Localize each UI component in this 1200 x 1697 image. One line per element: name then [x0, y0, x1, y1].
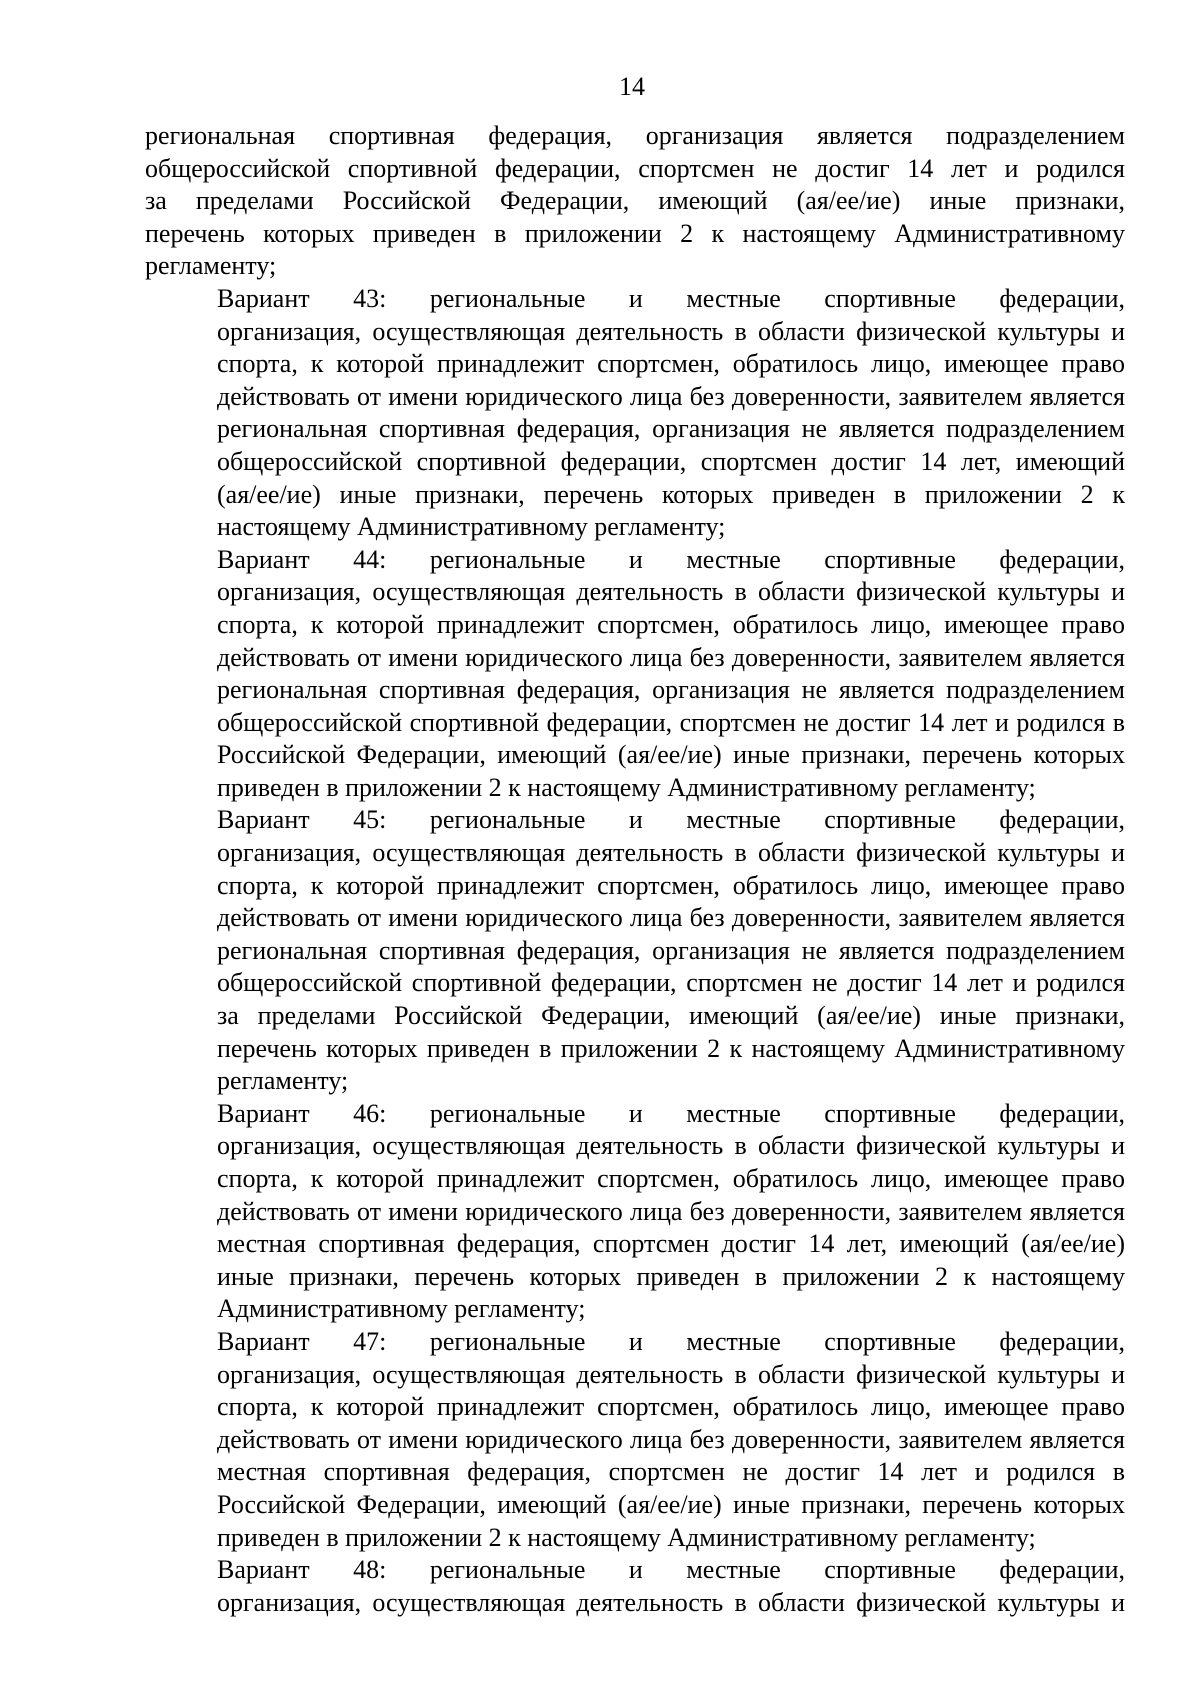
text-line: Вариант 46: региональные и местные спортивные федерации, [217, 1098, 1125, 1128]
text-line: Российской Федерации, имеющий (ая/ее/ие) иные признаки, перечень которых [217, 1489, 1125, 1519]
text-line: спорта, к которой принадлежит спортсмен, обратилось лицо, имеющее право [217, 349, 1125, 379]
text-line: организация, осуществляющая деятельность в области физической культуры и [217, 1359, 1125, 1389]
text-line: приведен в приложении 2 к настоящему Административному регламенту; [217, 1522, 1036, 1552]
text-line: местная спортивная федерация, спортсмен не достиг 14 лет и родился в [217, 1457, 1125, 1487]
text-line: Вариант 43: региональные и местные спортивные федерации, [217, 283, 1125, 313]
text-line: за пределами Российской Федерации, имеющий (ая/ее/ие) иные признаки, [217, 1001, 1125, 1031]
paragraph [145, 283, 1125, 544]
text-line: приведен в приложении 2 к настоящему Административному регламенту; [217, 772, 1036, 802]
text-line: Вариант 48: региональные и местные спортивные федерации, [217, 1555, 1125, 1585]
text-line: общероссийской спортивной федерации, спортсмен не достиг 14 лет и родился [217, 968, 1125, 998]
text-line: региональная спортивная федерация, организация не является подразделением [217, 675, 1125, 705]
text-line: действовать от имени юридического лица без доверенности, заявителем является [217, 1196, 1125, 1226]
paragraph [145, 1326, 1125, 1554]
text-line: общероссийской спортивной федерации, спортсмен достиг 14 лет, имеющий [217, 446, 1125, 476]
text-line: спорта, к которой принадлежит спортсмен, обратилось лицо, имеющее право [217, 609, 1125, 639]
text-line: региональная спортивная федерация, организация не является подразделением [217, 414, 1125, 444]
page-number: 14 [619, 72, 645, 101]
text-line: региональная спортивная федерация, организация является подразделением [145, 121, 1125, 150]
text-line: Вариант 45: региональные и местные спортивные федерации, [217, 805, 1125, 835]
text-line: организация, осуществляющая деятельность в области физической культуры и [217, 316, 1125, 346]
document-body [145, 120, 1125, 1619]
text-line: действовать от имени юридического лица без доверенности, заявителем является [217, 1424, 1125, 1454]
text-line: общероссийской спортивной федерации, спортсмен не достиг 14 лет и родился [145, 153, 1125, 183]
text-line: спорта, к которой принадлежит спортсмен, обратилось лицо, имеющее право [217, 870, 1125, 900]
paragraph [145, 120, 1125, 283]
text-line: настоящему Административному регламенту; [217, 512, 726, 542]
paragraph [145, 544, 1125, 805]
text-line: (ая/ее/ие) иные признаки, перечень которых приведен в приложении 2 к [217, 479, 1125, 509]
text-line: региональная спортивная федерация, организация не является подразделением [217, 935, 1125, 965]
text-line: иные признаки, перечень которых приведен в приложении 2 к настоящему [217, 1261, 1125, 1291]
text-line: организация, осуществляющая деятельность в области физической культуры и [217, 1587, 1125, 1617]
text-line: общероссийской спортивной федерации, спортсмен не достиг 14 лет и родился в [217, 707, 1125, 737]
paragraph [145, 1098, 1125, 1326]
paragraph [145, 1554, 1125, 1619]
text-line: организация, осуществляющая деятельность в области физической культуры и [217, 1131, 1125, 1161]
text-line: за пределами Российской Федерации, имеющий (ая/ее/ие) иные признаки, [145, 186, 1125, 216]
text-line: перечень которых приведен в приложении 2 к настоящему Административному [145, 218, 1125, 248]
text-line: спорта, к которой принадлежит спортсмен, обратилось лицо, имеющее право [217, 1392, 1125, 1422]
text-line: Вариант 44: региональные и местные спортивные федерации, [217, 544, 1125, 574]
text-line: Российской Федерации, имеющий (ая/ее/ие) иные признаки, перечень которых [217, 740, 1125, 770]
paragraph [145, 804, 1125, 1097]
text-line: действовать от имени юридического лица без доверенности, заявителем является [217, 903, 1125, 933]
text-line: организация, осуществляющая деятельность в области физической культуры и [217, 838, 1125, 868]
text-line: местная спортивная федерация, спортсмен достиг 14 лет, имеющий (ая/ее/ие) [217, 1229, 1125, 1259]
text-line: Административному регламенту; [217, 1294, 586, 1324]
text-line: Вариант 47: региональные и местные спортивные федерации, [217, 1326, 1125, 1356]
text-line: спорта, к которой принадлежит спортсмен, обратилось лицо, имеющее право [217, 1164, 1125, 1193]
text-line: регламенту; [217, 1066, 349, 1096]
text-line: организация, осуществляющая деятельность в области физической культуры и [217, 577, 1125, 607]
text-line: действовать от имени юридического лица без доверенности, заявителем является [217, 642, 1125, 672]
text-line: действовать от имени юридического лица без доверенности, заявителем является [217, 381, 1125, 411]
text-line: регламенту; [145, 251, 277, 281]
text-line: перечень которых приведен в приложении 2 к настоящему Административному [217, 1033, 1125, 1063]
